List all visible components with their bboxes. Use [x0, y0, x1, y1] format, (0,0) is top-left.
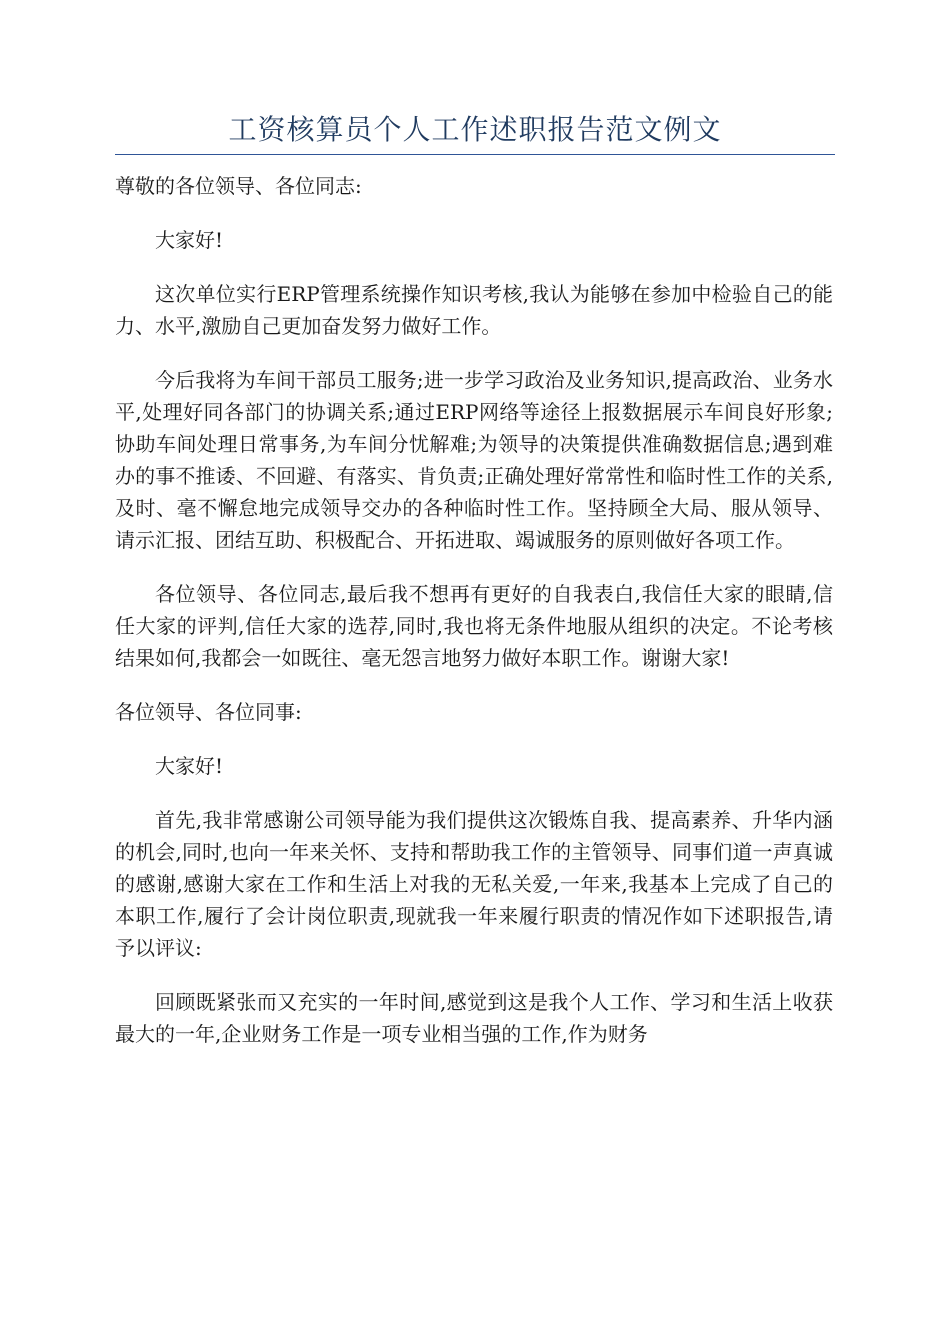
document-body [115, 170, 833, 1072]
title-underline [115, 154, 835, 155]
greeting-2: 大家好! [155, 754, 224, 778]
greeting-1: 大家好! [155, 228, 224, 252]
paragraph-future-plans: 今后我将为车间干部员工服务;进一步学习政治及业务知识,提高政治、业务水平,处理好同各部门的协调关系;通过ERP网络等途径上报数据展示车间良好形象;协助车间处理日常事务,为车间分忧解难;为领导的决策提供准确数据信息;遇到难办的事不推诿、不回避、有落实、肯负责;正确处理好常常性和临时性工作的关系,及时、毫不懈怠地完成领导交办的各种临时性工作。坚持顾全大局、服从领导、请示汇报、团结互助、积极配合、开拓进取、竭诚服务的原则做好各项工作。 [115, 368, 833, 552]
paragraph-thanks: 首先,我非常感谢公司领导能为我们提供这次锻炼自我、提高素养、升华内涵的机会,同时,也向一年来关怀、支持和帮助我工作的主管领导、同事们道一声真诚的感谢,感谢大家在工作和生活上对我的无私关爱,一年来,我基本上完成了自己的本职工作,履行了会计岗位职责,现就我一年来履行职责的情况作如下述职报告,请予以评议: [115, 808, 833, 960]
salutation-2: 各位领导、各位同事: [115, 700, 302, 724]
paragraph-closing-1: 各位领导、各位同志,最后我不想再有更好的自我表白,我信任大家的眼睛,信任大家的评判,信任大家的选荐,同时,我也将无条件地服从组织的决定。不论考核结果如何,我都会一如既往、毫无怨言地努力做好本职工作。谢谢大家! [115, 582, 833, 670]
paragraph-erp-assessment: 这次单位实行ERP管理系统操作知识考核,我认为能够在参加中检验自己的能力、水平,激励自己更加奋发努力做好工作。 [115, 282, 833, 338]
salutation-1: 尊敬的各位领导、各位同志: [115, 174, 362, 198]
document-title: 工资核算员个人工作述职报告范文例文 [228, 113, 722, 146]
paragraph-review: 回顾既紧张而又充实的一年时间,感觉到这是我个人工作、学习和生活上收获最大的一年,企业财务工作是一项专业相当强的工作,作为财务 [115, 990, 833, 1046]
